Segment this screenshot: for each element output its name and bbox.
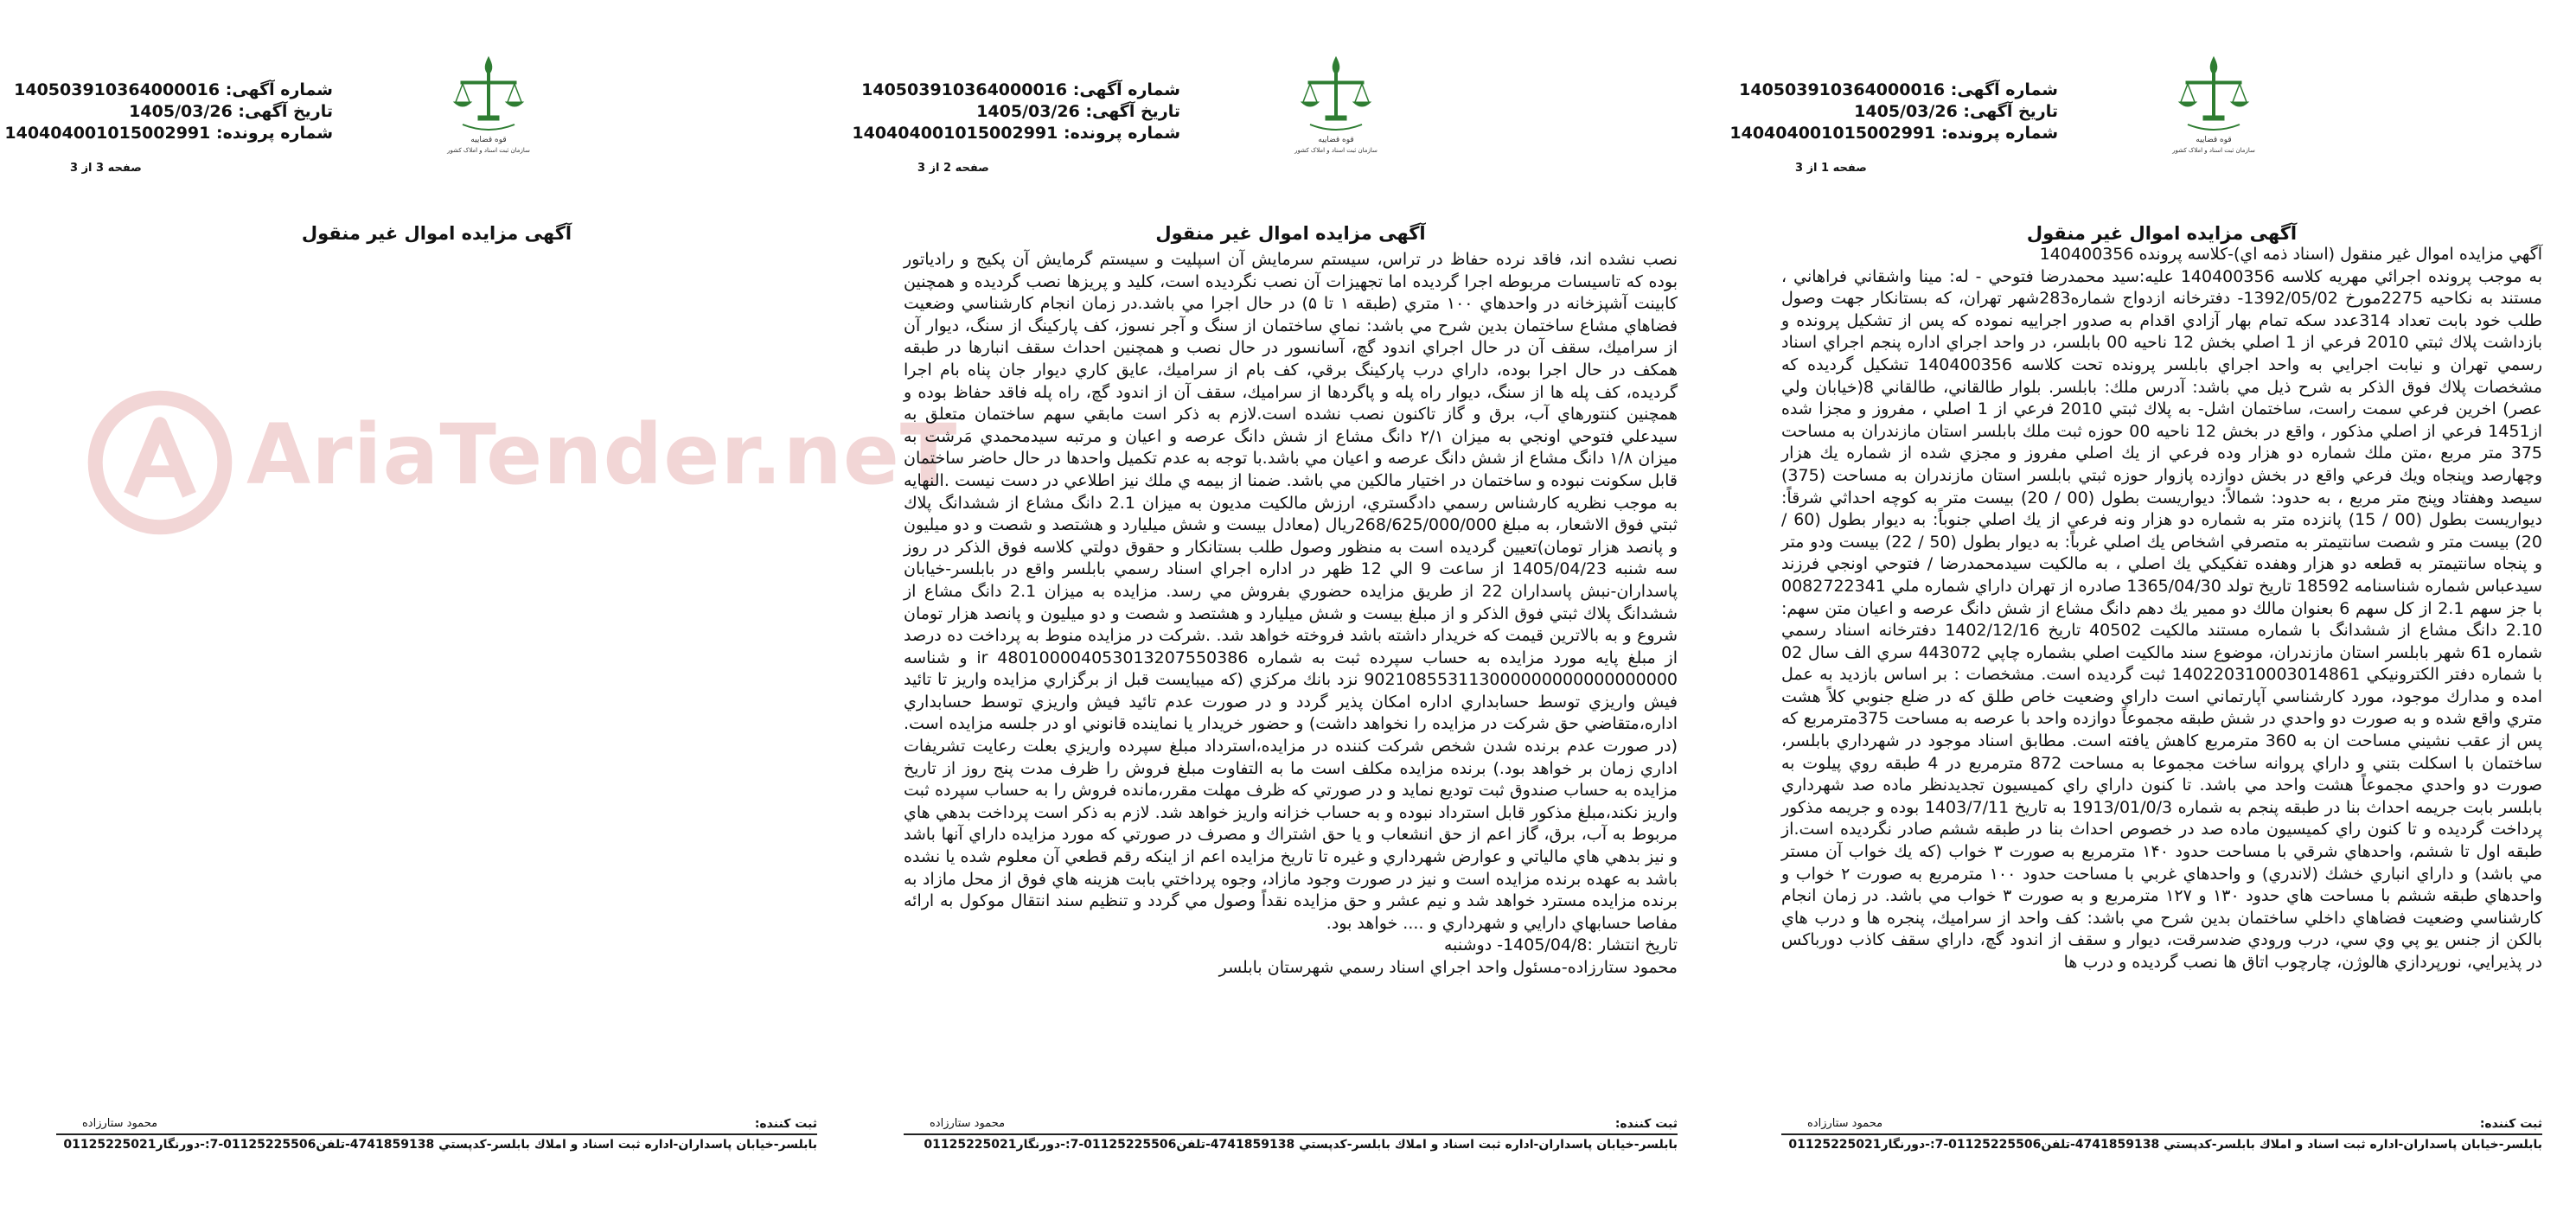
page-number: صفحه 2 از 3 xyxy=(917,162,989,175)
ad-meta xyxy=(1729,80,2058,144)
ad-date-row: تاریخ آگهی: 1405/03/26 xyxy=(129,102,333,121)
registrar-name: محمود ستارزاده xyxy=(930,1117,1006,1130)
page-number: صفحه 3 از 3 xyxy=(70,162,142,175)
auction-subtitle: آگهي مزايده اموال غير منقول (اسناد ذمه اي)-كلاسه پرونده 140400356 xyxy=(2039,245,2542,264)
document-title: آگهی مزایده اموال غیر منقول xyxy=(2026,223,2298,244)
footer-address: بابلسر-خيابان پاسداران-اداره ثبت اسناد و املاك بابلسر-كدپستي 4741859138-تلفن01125225506-7:-دورنگار01125225021 xyxy=(924,1138,1678,1152)
svg-text:سازمان ثبت اسناد و املاک کشور: سازمان ثبت اسناد و املاک کشور xyxy=(447,147,530,154)
signature: محمود ستارزاده-مسئول واحد اجراي اسناد رسمي شهرستان بابلسر xyxy=(1218,958,1678,977)
registrar-name: محمود ستارزاده xyxy=(1807,1117,1883,1130)
footer-address: بابلسر-خيابان پاسداران-اداره ثبت اسناد و املاك بابلسر-كدپستي 4741859138-تلفن01125225506-7:-دورنگار01125225021 xyxy=(1788,1138,2542,1152)
watermark-text: AriaTender.neT xyxy=(246,406,958,503)
footer-divider xyxy=(1781,1133,2542,1135)
file-number-row: شماره پرونده: 140404001015002991 xyxy=(852,124,1180,143)
svg-text:سازمان ثبت اسناد و املاک کشور: سازمان ثبت اسناد و املاک کشور xyxy=(1294,147,1377,154)
ad-number-row: شماره آگهی: 140503910364000016 xyxy=(861,80,1180,99)
registrar-label: ثبت کننده: xyxy=(2479,1117,2542,1131)
registry-emblem-icon xyxy=(445,52,532,156)
document-title: آگهی مزایده اموال غیر منقول xyxy=(301,223,572,244)
svg-text:قوه قضاییه: قوه قضاییه xyxy=(2196,136,2232,144)
publish-date: تاريخ انتشار :1405/04/8- دوشنبه xyxy=(1443,935,1678,955)
footer-divider xyxy=(904,1133,1678,1135)
svg-text:سازمان ثبت اسناد و املاک کشور: سازمان ثبت اسناد و املاک کشور xyxy=(2172,147,2255,154)
ad-meta xyxy=(852,80,1180,144)
registrar-label: ثبت کننده: xyxy=(1614,1117,1678,1131)
document-body xyxy=(904,249,1678,980)
registrar-name: محمود ستارزاده xyxy=(82,1117,158,1130)
ad-number-row: شماره آگهی: 140503910364000016 xyxy=(14,80,333,99)
registry-emblem-icon xyxy=(1293,52,1379,156)
auction-body-text: به موجب پرونده اجرائي مهريه كلاسه 140400356 عليه:سيد محمدرضا فتوحي - له: مينا واشقاني فراهاني ، مستند به نكاحيه 2275مورخ 1392/05/02- دفترخانه ازدواج شماره283شهر تهران، كه بستانكار جهت وصول طلب خود بابت تعداد 314عدد سكه تمام بهار آزادي اقدام به صدور اجراييه نموده كه پس از تشكيل پرونده و بازداشت پلاك ثبتي 2010 فرعي از 1 اصلي بخش 12 ناحيه 00 بابلسر، در واحد اجراي اداره پنجم اجراي اسناد رسمي تهران و نيابت اجرايي به واحد اجراي بابلسر پرونده تحت كلاسه 140400356 تشكيل گرديده كه مشخصات پلاك فوق الذكر به شرح ذيل مي باشد: آدرس ملك: بابلسر. بلوار طالقاني، طالقاني 8(خيابان ولي عصر) اخرين فرعي سمت راست، ساختمان اشل- به پلاك ثبتي 2010 فرعي از 1 اصلي ، مفروز و مجزا شده از1451 فرعي از اصلي مذكور ، واقع در بخش 12 ناحيه 00 حوزه ثبت ملك بابلسر استان مازندران به مساحت 375 متر مربع ،متن ملك شماره دو هزار وده فرعي از يك اصلي مفروز و مجزي شده از شماره يك هزار وچهارصد وپنجاه ويك فرعي واقع در بخش دوازده پازوار حوزه ثبتي بابلسر استان مازندران به مساحت (375) سيصد وهفتاد وپنج متر مربع ، به حدود: شمالاً: ديواريست بطول (00 / 20) بيست متر به كوچه احداثي شرقاً: ديواريست بطول (00 / 15) پانزده متر به شماره دو هزار ونه فرعي از يك اصلي جنوباً: به ديوار بطول (60 / 20) بيست متر و شصت سانتيمتر به متصرفي اشخاص يك اصلي غرباً: به ديوار بطول (50 / 22) بيست ودو متر و پنجاه سانتيمتر به قطعه دو هزار وهفده تفكيكي يك اصلي ، به مالكيت سيدمحمدرضا / فتوحي اونجي فرزند سيدعباس شماره شناسنامه 18592 تاريخ تولد 1365/04/30 صادره از تهران داراي شماره ملي 0082722341 با جز سهم 2.1 از كل سهم 6 بعنوان مالك دو ممير يك دهم دانگ مشاع از شش دانگ عرصه و اعيان متن سهم: 2.10 دانگ مشاع از ششدانگ با شماره مستند مالكيت 40502 تاريخ 1402/12/16 دفترخانه اسناد رسمي شماره 61 شهر بابلسر استان مازندران، موضوع سند مالكيت اصلي بشماره چاپي 443072 سري الف سال 02 با شماره دفتر الكترونيكي 140220310003014861 ثبت گرديده است. مشخصات : بر اساس بازديد به عمل امده و مدارك موجود، مورد كارشناسي آپارتماني است داراي وضعيت خاص طلق كه در ضلع جنوبي كلاً هشت متري واقع شده و به صورت دو واحدي در شش طبقه مجموعاً دوازده واحد با عرصه به مساحت 375مترمربع كه پس از عقب نشيني مساحت ان به 360 مترمربع كاهش يافته است. مطابق اسناد موجود در شهرداري بابلسر، ساختمان با اسكلت بتني و داراي پروانه ساخت مجموعا به مساحت 872 مترمربع در 4 طبقه روي پيلوت به صورت دو واحدي مجموعاً هشت واحد مي باشد. تا كنون داراي راي كميسيون تجديدنظر ماده صد شهرداري بابلسر بابت جريمه احداث بنا در طبقه پنجم به شماره 1913/01/0/3 به تاريخ 1403/7/11 بوده و جريمه مذكور پرداخت گرديده و تا كنون راي كميسيون ماده صد در خصوص احداث بنا در طبقه ششم صادر نگرديده است.از طبقه اول تا ششم، واحدهاي شرقي با مساحت حدود ۱۴۰ مترمربع به صورت ۳ خواب (كه يك خواب آن مستر مي باشد) و داراي انباري خشك (لاندري) و واحدهاي غربي با مساحت حدود ۱۰۰ مترمربع به صورت ۲ خواب و واحدهاي طبقه ششم با مساحت هاي حدود ۱۳۰ و ۱۲۷ مترمربع و به صورت ۳ خواب مي باشد. در زمان انجام كارشناسي وضعيت فضاهاي داخلي ساختمان بدين شرح مي باشد: كف واحد از سراميك، پنجره ها و درب هاي بالكن از جنس يو پي وي سي، درب ورودي ضدسرقت، ديوار و سقف از اندود گچ، داراي سقف كاذب دورباكس در پذيرايي، نورپردازي هالوژن، چارچوب اتاق ها نصب گرديده و درب ها xyxy=(1781,266,2543,972)
file-number-row: شماره پرونده: 140404001015002991 xyxy=(4,124,333,143)
footer-divider xyxy=(56,1133,817,1135)
document-page-2 xyxy=(852,0,1678,1213)
svg-text:قوه قضاییه: قوه قضاییه xyxy=(1318,136,1354,144)
registry-emblem-icon xyxy=(2170,52,2257,156)
footer-address: بابلسر-خيابان پاسداران-اداره ثبت اسناد و املاك بابلسر-كدپستي 4741859138-تلفن01125225506-7:-دورنگار01125225021 xyxy=(63,1138,817,1152)
auction-body-text: نصب نشده اند، فاقد نرده حفاظ در تراس، سيستم سرمايش آن اسپليت و سيستم گرمايش آن پكيج و رادياتور بوده كه تاسيسات مربوطه اجرا گرديده اما تجهيزات آن نصب نگرديده است، كليد و پريزها نصب گرديده و همچنين كابينت آشپزخانه در واحدهاي ۱۰۰ متري (طبقه ۱ تا ۵) در حال اجرا مي باشد.در زمان انجام كارشناسي وضعيت فضاهاي مشاع ساختمان بدين شرح مي باشد: نماي ساختمان از سنگ و آجر نسوز، كف پاركينگ از سنگ، ديوار آن از سراميك، سقف آن در حال اجراي اندود گچ، آسانسور در حال نصب و همچنين احداث سقف انبارها در طبقه همكف در حال اجرا بوده، داراي درب پاركينگ برقي، كف بام از سراميك، عايق كاري ديوار جان پناه بام اجرا گرديده، كف پله ها از سنگ، ديوار راه پله و پاگردها از سراميك، سقف آن از اندود گچ، راه پله فاقد حفاظ بوده و همچنين كنتورهاي آب، برق و گاز تاكنون نصب نشده است.لازم به ذكر است مابقي سهم ساختمان متعلق به سيدعلي فتوحي اونجي به ميزان ۲/۱ دانگ مشاع از شش دانگ عرصه و اعيان و مرتبه سيدمحمدي مَرشت به ميزان ۱/۸ دانگ مشاع از شش دانگ عرصه و اعيان مي باشد.با توجه به عدم تكميل واحدها در حال حاضر ساختمان قابل سكونت نبوده و ساختمان در اختيار مالكين مي باشد. ضمنا از بيمه ي ملك نيز اطلاعي در دست نيست .النهايه به موجب نظريه كارشناس رسمي دادگستري، ارزش مالكيت مديون به ميزان 2.1 دانگ مشاع از ششدانگ پلاك ثبتي فوق الاشعار، به مبلغ 268/625/000/000ريال (معادل بيست و شش ميليارد و هشتصد و شصت و دو ميليون و پانصد هزار تومان)تعيين گرديده است به منظور وصول طلب بستانكار و حقوق دولتي كلاسه فوق الذكر در روز سه شنبه 1405/04/23 از ساعت 9 الي 12 ظهر در اداره اجراي اسناد رسمي بابلسر واقع در بابلسر-خيابان پاسداران-نبش پاسداران 22 از طريق مزايده حضوري بفروش مي رسد. مزايده به ميزان 2.1 دانگ مشاع از ششدانگ پلاك ثبتي فوق الذكر و از مبلغ بيست و شش ميليارد و هشتصد و شصت و دو ميليون و پانصد هزار تومان شروع و به بالاترين قيمت كه خريدار داشته باشد فروخته خواهد شد. .شركت در مزايده منوط به پرداخت ده درصد از مبلغ پايه مورد مزايده به حساب سپرده ثبت به شماره ir 480100004053013207550386 و شناسه 902108553113000000000000000000 نزد بانك مركزي (كه ميبايست قبل از برگزاري مزايده واريز تا تائيد فيش واريزي توسط حسابداري اداره امكان پذير گردد و در صورت عدم تائيد فيش واريزي توسط حسابداري اداره،متقاضي حق شركت در مزايده را نخواهد داشت) و حضور خريدار يا نماينده قانوني او در جلسه مزايده است.(در صورت عدم برنده شدن شخص شركت كننده در مزايده،استرداد مبلغ سپرده واريزي بعلت رعايت تشريفات اداري زمان بر خواهد بود.) برنده مزايده مكلف است ما به التفاوت مبلغ فروش را ظرف مدت پنج روز از تاريخ مزايده به حساب صندوق ثبت توديع نمايد و در صورتي كه ظرف مهلت مقرر،مانده فروش را به حساب سپرده ثبت واريز نكند،مبلغ مذكور قابل استرداد نبوده و به حساب خزانه واريز خواهد شد. لازم به ذكر است پرداخت بدهي هاي مربوط به آب، برق، گاز اعم از حق انشعاب و يا حق اشتراك و مصرف در صورتي كه مورد مزايده داراي آنها باشد و نيز بدهي هاي مالياتي و عوارض شهرداري و غيره تا تاريخ مزايده اعم از اينكه رقم قطعي آن معلوم شده يا نشده باشد به عهده برنده مزايده است و نيز در صورت وجود مازاد، وجوه پرداختي بابت هزينه هاي فوق از محل مازاد به برنده مزايده مسترد خواهد شد و نيم عشر و حق مزايده نقداً وصول مي گردد و تنظيم سند انتقال موكول به ارائه مفاصا حسابهاي دارايي و شهرداري و .... خواهد بود. xyxy=(904,250,1678,933)
ad-number-row: شماره آگهی: 140503910364000016 xyxy=(1739,80,2058,99)
file-number-row: شماره پرونده: 140404001015002991 xyxy=(1729,124,2058,143)
ad-date-row: تاریخ آگهی: 1405/03/26 xyxy=(1854,102,2058,121)
document-page-3 xyxy=(4,0,817,1213)
document-body xyxy=(1781,244,2542,974)
ad-meta xyxy=(4,80,333,144)
document-title: آگهی مزایده اموال غیر منقول xyxy=(1155,223,1426,244)
document-page-1 xyxy=(1729,0,2543,1213)
svg-text:قوه قضاییه: قوه قضاییه xyxy=(470,136,507,144)
ad-date-row: تاریخ آگهی: 1405/03/26 xyxy=(976,102,1180,121)
registrar-label: ثبت کننده: xyxy=(754,1117,817,1131)
page-number: صفحه 1 از 3 xyxy=(1795,162,1867,175)
